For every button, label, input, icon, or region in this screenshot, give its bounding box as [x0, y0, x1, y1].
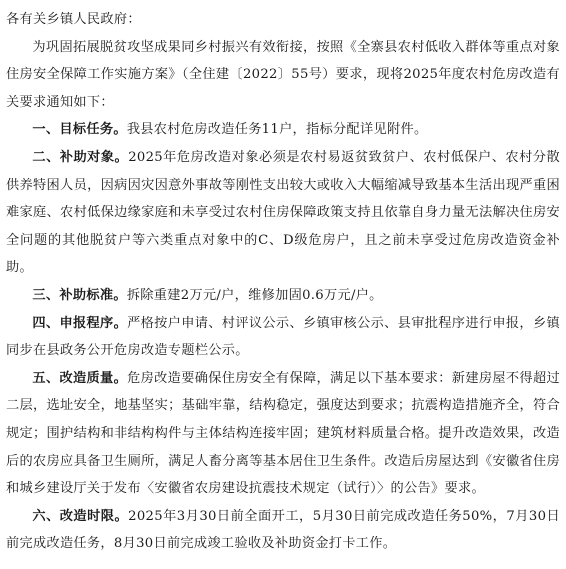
- section-text: 2025年3月30日前全面开工，5月30日前完成改造任务50%，7月30日前完成改造任务，8月30日前完成竣工验收及补助资金打卡工作。: [6, 508, 560, 552]
- section-text: 严格按户申请、村评议公示、乡镇审核公示、县审批程序进行申报，乡镇同步在县政务公开危房改造专题栏公示。: [6, 315, 560, 359]
- section-heading: 三、补助标准。: [32, 287, 127, 303]
- section-application-procedure: [6, 310, 560, 365]
- section-heading: 一、目标任务。: [32, 122, 127, 138]
- section-subsidy-recipients: [6, 144, 560, 282]
- section-text: 2025年危房改造对象必须是农村易返贫致贫户、农村低保户、农村分散供养特困人员，因病因灾因意外事故等刚性支出较大或收入大幅缩减导致基本生活出现严重困难家庭、农村低保边缘家庭和未享受过农村住房保障政策支持且依靠自身力量无法解决住房安全问题的其他脱贫户等六类重点对象中的C、D级危房户，且之前未享受过危房改造资金补助。: [6, 149, 560, 276]
- section-subsidy-standard: [6, 282, 560, 310]
- section-text: 我县农村危房改造任务11户，指标分配详见附件。: [126, 122, 428, 138]
- section-text: 危房改造要确保住房安全有保障，满足以下基本要求：新建房屋不得超过二层，选址安全，地基坚实；基础牢靠，结构稳定，强度达到要求；抗震构造措施齐全，符合规定；围护结构和非结构构件与主体结构连接牢固；建筑材料质量合格。提升改造效果，改造后的农房应具备卫生厕所，满足人畜分离等基本居住卫生条件。改造后房屋达到《安徽省住房和城乡建设厅关于发布〈安徽省农房建设抗震技术规定（试行）〉的公告》要求。: [6, 370, 560, 497]
- section-heading: 二、补助对象。: [32, 149, 129, 165]
- intro-paragraph: 为巩固拓展脱贫攻坚成果同乡村振兴有效衔接，按照《全寨县农村低收入群体等重点对象住房安全保障工作实施方案》（全住建〔2022〕55号）要求，现将2025年度农村危房改造有关要求通知如下：: [6, 39, 560, 110]
- section-text: 拆除重建2万元/户，维修加固0.6万元/户。: [126, 287, 383, 303]
- salutation: 各有关乡镇人民政府：: [6, 12, 141, 27]
- section-renovation-deadline: [6, 503, 560, 558]
- section-heading: 六、改造时限。: [32, 508, 129, 524]
- section-heading: 四、申报程序。: [32, 315, 128, 331]
- section-heading: 五、改造质量。: [32, 370, 128, 386]
- section-target-task: [6, 116, 560, 144]
- section-renovation-quality: [6, 365, 560, 503]
